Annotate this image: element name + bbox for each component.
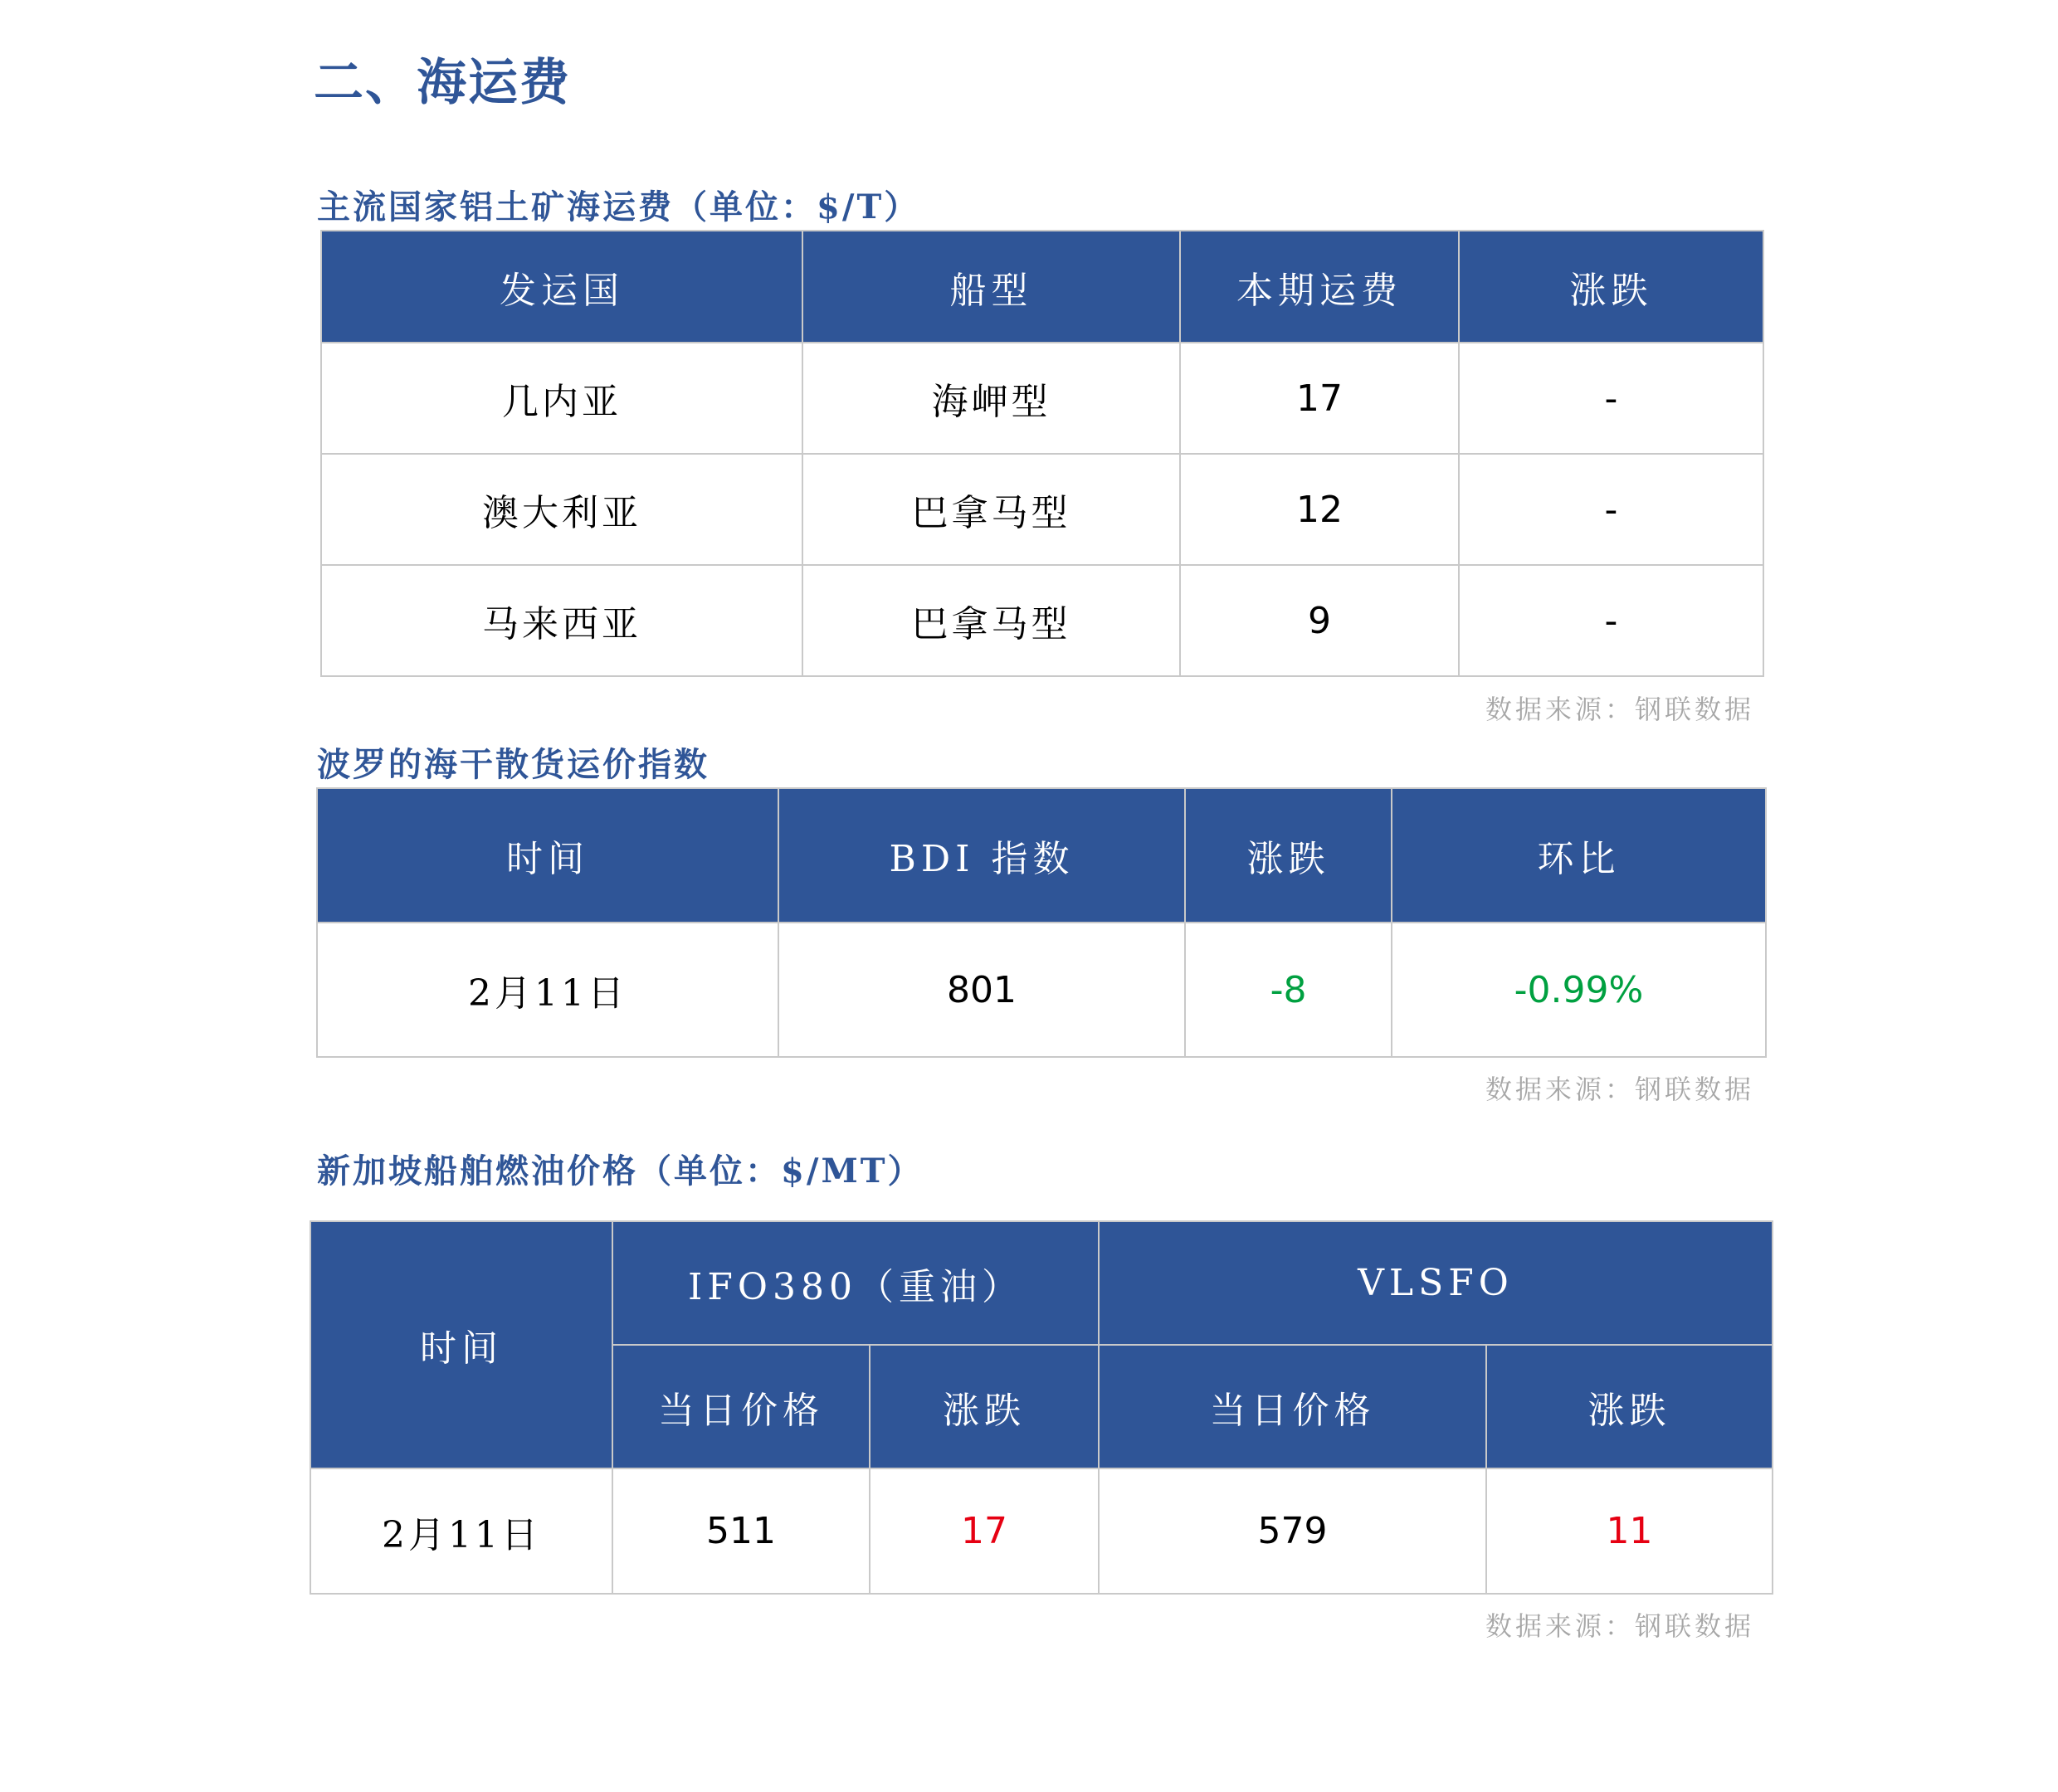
bunker-header-ifo380-change: 涨跌 bbox=[870, 1345, 1099, 1468]
bdi-cell-change: -8 bbox=[1185, 923, 1392, 1057]
bunker-cell-date: 2月11日 bbox=[310, 1468, 612, 1594]
bunker-header-vlsfo-change: 涨跌 bbox=[1486, 1345, 1773, 1468]
freight-source: 数据来源：钢联数据 bbox=[1485, 694, 1755, 725]
bdi-header-row bbox=[317, 788, 1766, 923]
table-row bbox=[321, 565, 1763, 676]
freight-cell-change: - bbox=[1459, 343, 1763, 454]
bdi-header-mom: 环比 bbox=[1392, 788, 1766, 923]
bunker-source: 数据来源：钢联数据 bbox=[1485, 1610, 1755, 1642]
freight-cell-country: 几内亚 bbox=[321, 343, 802, 454]
bdi-header-change: 涨跌 bbox=[1185, 788, 1392, 923]
bunker-header-vlsfo: VLSFO bbox=[1099, 1221, 1773, 1345]
freight-cell-rate: 9 bbox=[1180, 565, 1459, 676]
bdi-table bbox=[316, 787, 1767, 1058]
bdi-header-time: 时间 bbox=[317, 788, 778, 923]
freight-cell-country: 澳大利亚 bbox=[321, 454, 802, 565]
table-row bbox=[321, 454, 1763, 565]
freight-cell-ship-type: 巴拿马型 bbox=[802, 565, 1180, 676]
table-row bbox=[317, 923, 1766, 1057]
bunker-group-header-row bbox=[310, 1221, 1773, 1345]
freight-cell-change: - bbox=[1459, 565, 1763, 676]
bdi-cell-date: 2月11日 bbox=[317, 923, 778, 1057]
freight-cell-change: - bbox=[1459, 454, 1763, 565]
freight-cell-ship-type: 巴拿马型 bbox=[802, 454, 1180, 565]
bdi-cell-mom: -0.99% bbox=[1392, 923, 1766, 1057]
freight-header-rate: 本期运费 bbox=[1180, 231, 1459, 343]
bdi-subtitle: 波罗的海干散货运价指数 bbox=[317, 745, 710, 784]
bunker-table bbox=[310, 1220, 1773, 1595]
bdi-header-index: BDI 指数 bbox=[778, 788, 1185, 923]
freight-subtitle: 主流国家铝土矿海运费（单位：$/T） bbox=[317, 187, 920, 226]
freight-header-country: 发运国 bbox=[321, 231, 802, 343]
bunker-header-time: 时间 bbox=[310, 1221, 612, 1468]
table-row bbox=[321, 343, 1763, 454]
bunker-cell-vlsfo-change: 11 bbox=[1486, 1468, 1773, 1594]
freight-header-ship-type: 船型 bbox=[802, 231, 1180, 343]
freight-cell-ship-type: 海岬型 bbox=[802, 343, 1180, 454]
bunker-header-ifo380-price: 当日价格 bbox=[612, 1345, 870, 1468]
freight-cell-country: 马来西亚 bbox=[321, 565, 802, 676]
freight-cell-rate: 17 bbox=[1180, 343, 1459, 454]
bdi-source: 数据来源：钢联数据 bbox=[1485, 1074, 1755, 1105]
section-title: 二、海运费 bbox=[314, 54, 571, 112]
bunker-cell-ifo380-price: 511 bbox=[612, 1468, 870, 1594]
freight-cell-rate: 12 bbox=[1180, 454, 1459, 565]
freight-header-change: 涨跌 bbox=[1459, 231, 1763, 343]
bunker-header-vlsfo-price: 当日价格 bbox=[1099, 1345, 1486, 1468]
bdi-cell-index: 801 bbox=[778, 923, 1185, 1057]
bunker-subtitle: 新加坡船舶燃油价格（单位：$/MT） bbox=[317, 1152, 924, 1191]
freight-header-row bbox=[321, 231, 1763, 343]
freight-table bbox=[320, 230, 1764, 677]
bunker-cell-ifo380-change: 17 bbox=[870, 1468, 1099, 1594]
bunker-cell-vlsfo-price: 579 bbox=[1099, 1468, 1486, 1594]
table-row bbox=[310, 1468, 1773, 1594]
bunker-header-ifo380: IFO380（重油） bbox=[612, 1221, 1099, 1345]
